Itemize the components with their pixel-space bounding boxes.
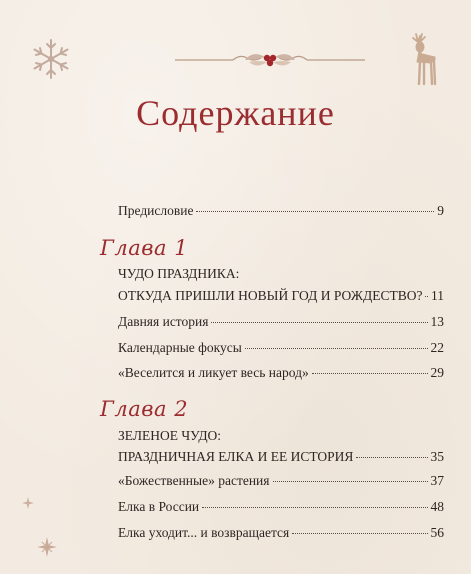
dot-leader	[273, 481, 428, 482]
holly-ornament-icon	[175, 48, 365, 72]
dot-leader	[245, 348, 428, 349]
toc-page-number: 37	[430, 473, 444, 488]
dot-leader	[292, 533, 427, 534]
deer-icon	[405, 30, 441, 88]
toc-entry-label: Елка уходит... и возвращается	[118, 525, 290, 540]
chapter-heading: Глава 2	[100, 397, 189, 421]
dot-leader	[356, 457, 427, 458]
toc-entry-label: «Веселится и ликует весь народ»	[118, 365, 309, 380]
toc-page-number: 56	[430, 525, 444, 540]
toc-entry-label: Календарные фокусы	[118, 340, 242, 355]
toc-page-number: 35	[430, 449, 444, 464]
toc-page-number: 29	[430, 365, 444, 380]
toc-entry-section[interactable]	[118, 499, 444, 515]
toc-page-number: 9	[437, 203, 444, 218]
toc-entry-chapter-1[interactable]	[118, 288, 444, 304]
toc-entry-label: Давняя история	[118, 314, 209, 329]
toc-entry-section[interactable]	[118, 314, 444, 330]
sparkle-icon	[37, 537, 57, 557]
page-title: Содержание	[136, 93, 335, 133]
toc-entry-label: Елка в России	[118, 499, 200, 514]
toc-entry-label: Предисловие	[118, 203, 194, 218]
toc-page-number: 22	[430, 340, 444, 355]
toc-entry-preface[interactable]	[118, 203, 444, 219]
dot-leader	[312, 373, 428, 374]
toc-entry-section[interactable]	[118, 473, 444, 489]
toc-page-number: 11	[431, 288, 444, 303]
toc-page-number: 48	[430, 499, 444, 514]
dot-leader	[202, 507, 427, 508]
toc-page-number: 13	[430, 314, 444, 329]
toc-entry-section[interactable]	[118, 365, 444, 381]
toc-entry-label: «Божественные» растения	[118, 473, 270, 488]
sparkle-icon	[22, 497, 34, 509]
dot-leader	[196, 211, 434, 212]
toc-entry-chapter-2[interactable]	[118, 449, 444, 465]
toc-entry-section[interactable]	[118, 340, 444, 356]
snowflake-icon	[30, 38, 72, 80]
dot-leader	[211, 322, 427, 323]
toc-entry-label: ОТКУДА ПРИШЛИ НОВЫЙ ГОД И РОЖДЕСТВО?	[118, 288, 423, 303]
toc-entry-label: ПРАЗДНИЧНАЯ ЕЛКА И ЕЕ ИСТОРИЯ	[118, 449, 354, 464]
chapter-heading: Глава 1	[100, 236, 189, 260]
chapter-title-line: ЗЕЛЕНОЕ ЧУДО:	[118, 428, 222, 443]
dot-leader	[425, 296, 428, 297]
chapter-title-line: ЧУДО ПРАЗДНИКА:	[118, 266, 240, 281]
toc-entry-section[interactable]	[118, 525, 444, 541]
